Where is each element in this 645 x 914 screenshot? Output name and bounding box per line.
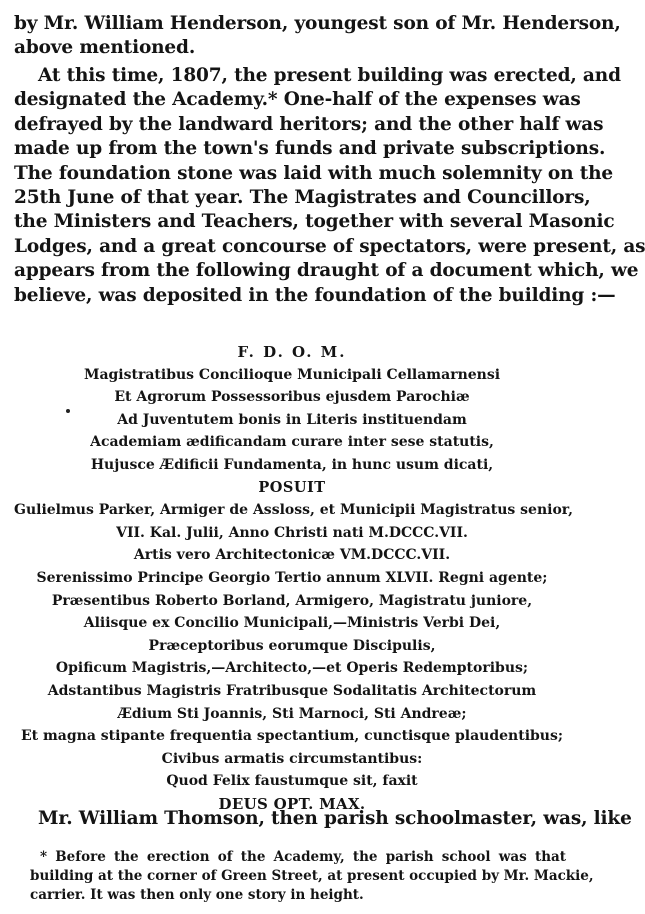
text-line: designated the Academy.* One-half of the expenses was: [14, 89, 581, 111]
text-line: the Ministers and Teachers, together with several Masonic: [14, 211, 615, 233]
latin-inscription: [14, 341, 574, 815]
paragraph-henderson: [14, 12, 621, 61]
inscription-line: Hujusce Ædificii Fundamenta, in hunc usum dicati,: [90, 456, 494, 473]
paragraph-academy-1807: [14, 64, 645, 308]
inscription-line: DEUS OPT. MAX.: [218, 794, 366, 813]
text-line: 25th June of that year. The Magistrates and Councillors,: [14, 186, 591, 208]
inscription-line: Adstantibus Magistris Fratribusque Sodalitatis Architectorum: [47, 682, 537, 699]
footnote-line: carrier. It was then only one story in height.: [30, 887, 364, 903]
footnote: [30, 848, 594, 905]
text-line: above mentioned.: [14, 37, 196, 59]
inscription-line: Civibus armatis circumstantibus:: [161, 750, 423, 767]
inscription-line: POSUIT: [258, 478, 326, 496]
inscription-line: Et magna stipante frequentia spectantium, cunctisque plaudentibus;: [20, 728, 564, 745]
text-line: by Mr. William Henderson, youngest son of Mr. Henderson,: [14, 13, 621, 34]
inscription-line: Præsentibus Roberto Borland, Armigero, Magistratu juniore,: [51, 592, 533, 609]
inscription-line: VII. Kal. Julii, Anno Christi nati M.DCCC.VII.: [116, 524, 468, 541]
text-line: defrayed by the landward heritors; and the other half was: [14, 113, 604, 135]
text-line: made up from the town's funds and private subscriptions.: [14, 138, 606, 160]
paragraph-thomson: [14, 807, 632, 831]
inscription-line: Artis vero Architectonicæ VM.DCCC.VII.: [133, 547, 451, 564]
text-line: The foundation stone was laid with much solemnity on the: [14, 162, 614, 184]
text-line: Mr. William Thomson, then parish schoolmaster, was, like: [38, 808, 632, 829]
inscription-line: Præceptoribus eorumque Discipulis,: [148, 637, 436, 654]
inscription-line: Serenissimo Principe Georgio Tertio annum XLVII. Regni agente;: [36, 569, 548, 586]
footnote-line: * Before the erection of the Academy, the parish school was that: [40, 849, 566, 865]
inscription-line: Ædium Sti Joannis, Sti Marnoci, Sti Andreæ;: [117, 705, 467, 722]
inscription-line: Magistratibus Concilioque Municipali Cellamarnensi: [83, 366, 501, 383]
inscription-line: F. D. O. M.: [237, 343, 347, 361]
inscription-line: Opificum Magistris,—Architecto,—et Operis Redemptoribus;: [55, 660, 529, 677]
inscription-line: Ad Juventutem bonis in Literis instituendam: [117, 411, 467, 428]
inscription-line: Aliisque ex Concilio Municipali,—Ministris Verbi Dei,: [83, 615, 501, 632]
stray-ink-dot: [66, 409, 70, 413]
text-line: believe, was deposited in the foundation of the building :—: [14, 284, 616, 306]
text-line: appears from the following draught of a document which, we: [14, 260, 639, 282]
inscription-line: Gulielmus Parker, Armiger de Assloss, et Municipii Magistratus senior,: [14, 502, 574, 519]
text-line: At this time, 1807, the present building was erected, and: [38, 65, 621, 86]
inscription-line: Academiam ædificandam curare inter sese statutis,: [90, 434, 494, 451]
footnote-line: building at the corner of Green Street, at present occupied by Mr. Mackie,: [30, 868, 594, 884]
text-line: Lodges, and a great concourse of spectators, were present, as: [14, 235, 645, 257]
inscription-line: Et Agrorum Possessoribus ejusdem Parochiæ: [114, 389, 470, 406]
inscription-line: Quod Felix faustumque sit, faxit: [166, 773, 418, 790]
